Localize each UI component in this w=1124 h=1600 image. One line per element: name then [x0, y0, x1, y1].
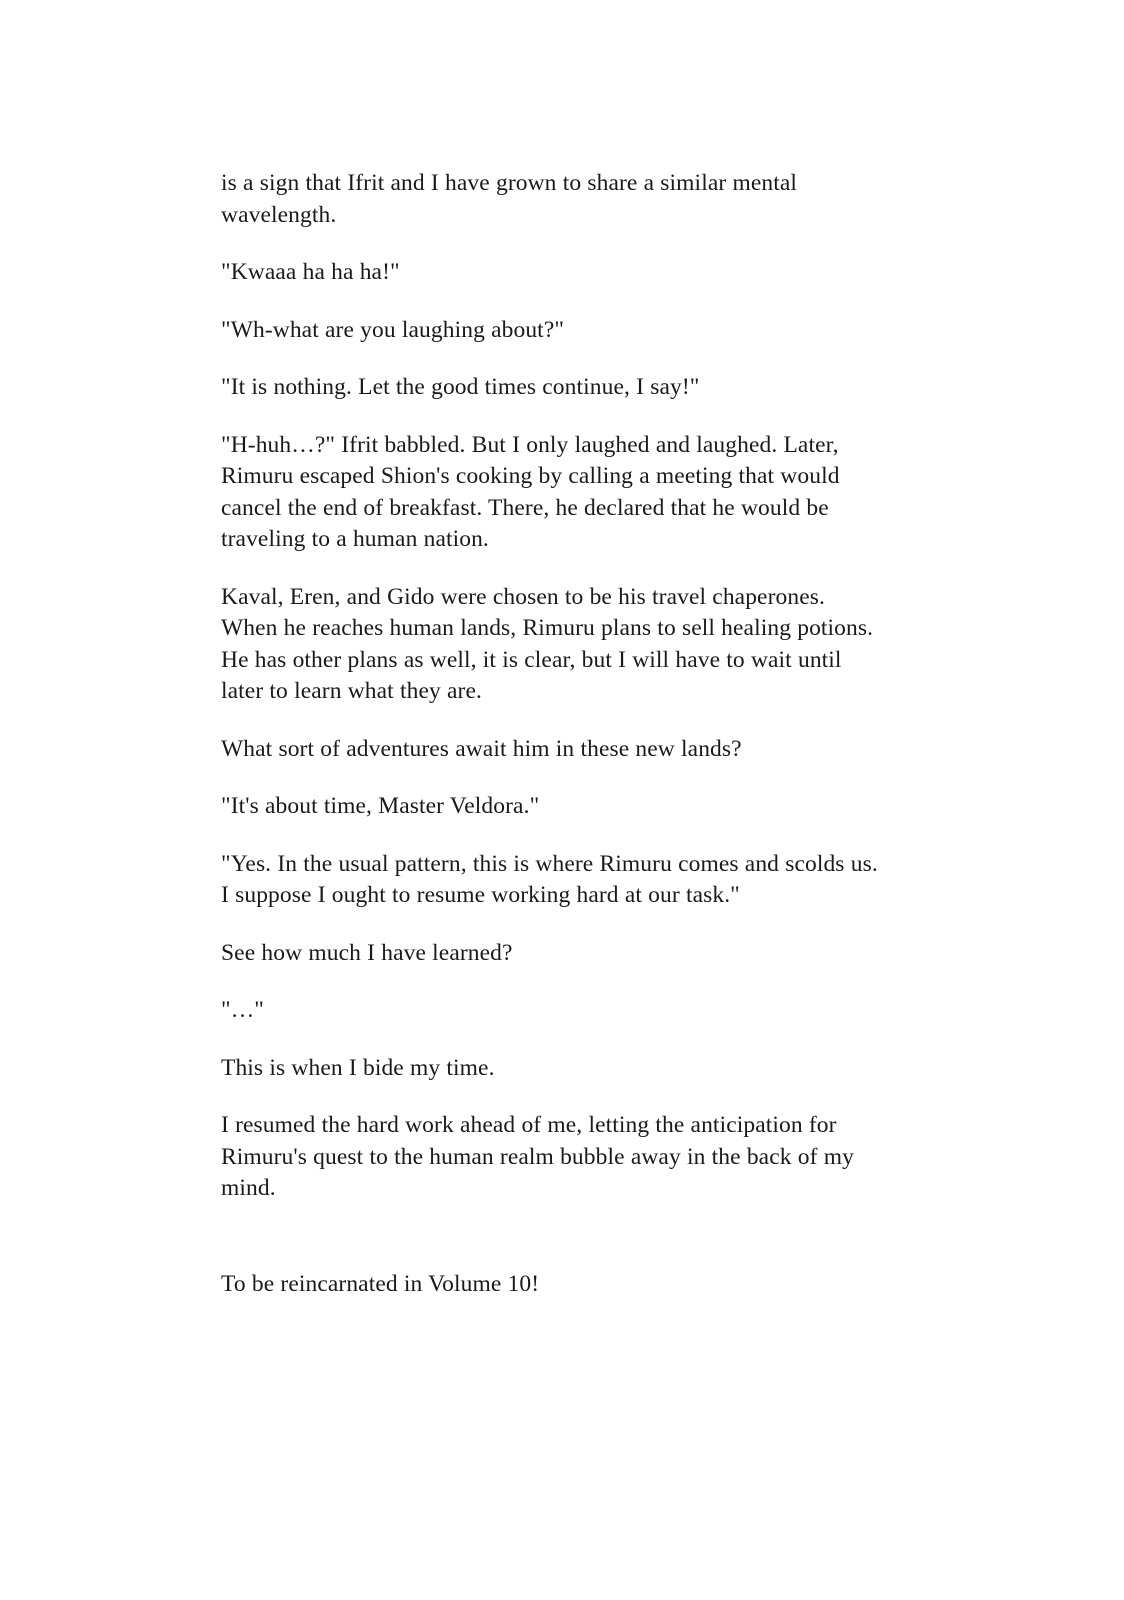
- paragraph: "Yes. In the usual pattern, this is where Rimuru comes and scolds us. I suppose I ought to resume working hard at our task.": [221, 850, 878, 908]
- paragraph: What sort of adventures await him in these new lands?: [221, 735, 742, 762]
- paragraph: "H-huh…?" Ifrit babbled. But I only laughed and laughed. Later, Rimuru escaped Shion's cooking by calling a meeting that would cancel the end of breakfast. There, he declared that he would be traveling to a human nation.: [221, 431, 840, 552]
- paragraph: See how much I have learned?: [221, 939, 513, 966]
- paragraph: is a sign that Ifrit and I have grown to share a similar mental wavelength.: [221, 170, 797, 228]
- paragraph: "…": [221, 997, 264, 1023]
- paragraph: "Kwaaa ha ha ha!": [221, 259, 400, 285]
- paragraph: Kaval, Eren, and Gido were chosen to be his travel chaperones. When he reaches human lands, Rimuru plans to sell healing potions. He has other plans as well, it is clear, but I will have to wait until later to learn what they are.: [221, 583, 874, 704]
- paragraph: "Wh-what are you laughing about?": [221, 316, 565, 343]
- body-text-column: [221, 168, 881, 1300]
- paragraph: "It is nothing. Let the good times continue, I say!": [221, 374, 700, 400]
- paragraph: I resumed the hard work ahead of me, letting the anticipation for Rimuru's quest to the human realm bubble away in the back of my mind.: [221, 1112, 854, 1201]
- closing-line: To be reincarnated in Volume 10!: [221, 1270, 540, 1297]
- paragraph: This is when I bide my time.: [221, 1054, 495, 1081]
- paragraph: "It's about time, Master Veldora.": [221, 793, 540, 819]
